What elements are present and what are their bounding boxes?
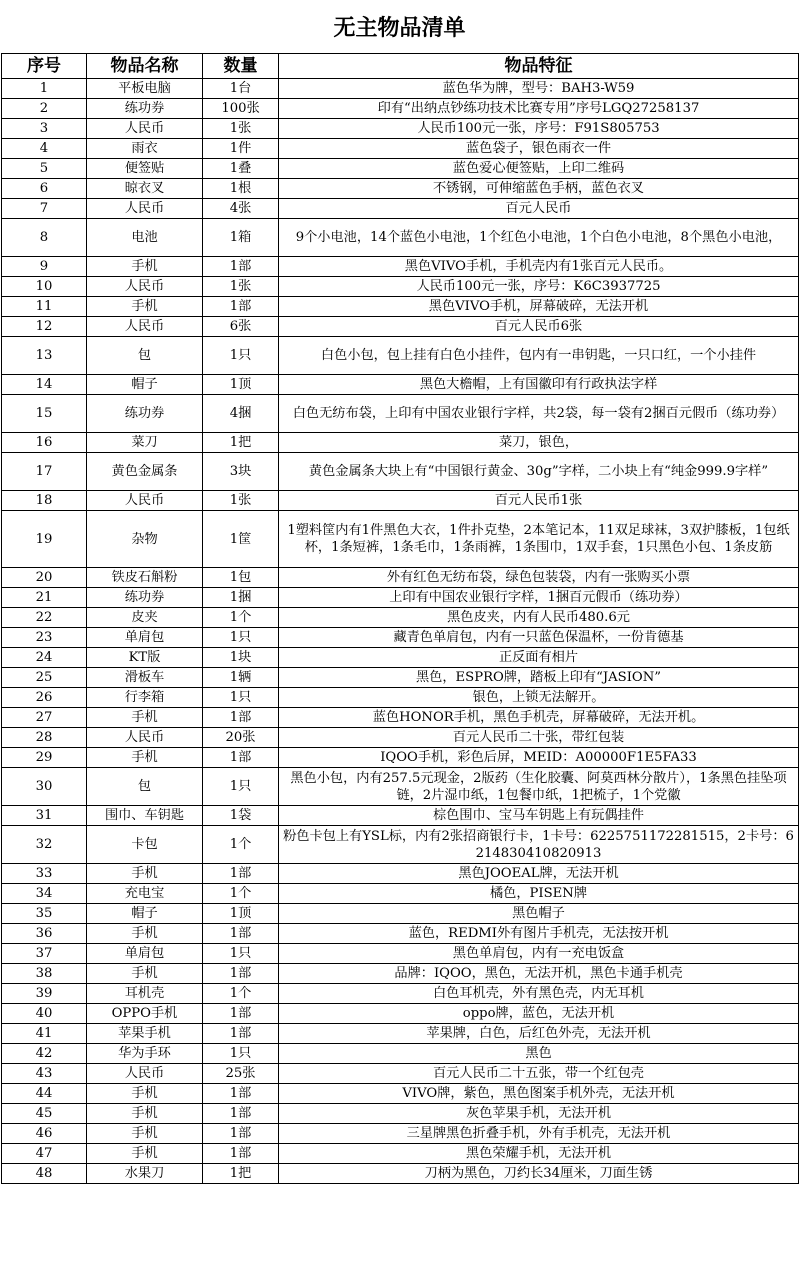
row-feature: 外有红色无纺布袋，绿色包装袋，内有一张购买小票 [279, 568, 799, 588]
row-feature: 百元人民币二十张，带红包装 [279, 728, 799, 748]
row-feature: 品牌：IQOO，黑色，无法开机，黑色卡通手机壳 [279, 964, 799, 984]
table-row [2, 491, 799, 511]
row-item-name: 单肩包 [87, 628, 203, 648]
table-row [2, 904, 799, 924]
row-feature: 人民币100元一张，序号：K6C3937725 [279, 277, 799, 297]
row-number: 39 [2, 984, 87, 1004]
row-quantity: 1捆 [203, 588, 279, 608]
table-row [2, 199, 799, 219]
table-row [2, 628, 799, 648]
row-item-name: 便签贴 [87, 159, 203, 179]
row-item-name: 帽子 [87, 904, 203, 924]
table-row [2, 1124, 799, 1144]
row-quantity: 1叠 [203, 159, 279, 179]
table-row [2, 924, 799, 944]
header-item-name: 物品名称 [87, 54, 203, 79]
row-number: 42 [2, 1044, 87, 1064]
table-row [2, 648, 799, 668]
row-number: 36 [2, 924, 87, 944]
row-number: 25 [2, 668, 87, 688]
row-quantity: 100张 [203, 99, 279, 119]
row-feature: 黑色皮夹，内有人民币480.6元 [279, 608, 799, 628]
row-item-name: 水果刀 [87, 1164, 203, 1184]
table-row [2, 884, 799, 904]
row-item-name: 卡包 [87, 826, 203, 864]
row-feature: 黑色小包，内有257.5元现金，2版药（生化胶囊、阿莫西林分散片），1条黑色挂坠项链，2片湿巾纸，1包餐巾纸，1把梳子，1个党徽 [279, 768, 799, 806]
row-quantity: 1张 [203, 119, 279, 139]
row-feature: 黑色 [279, 1044, 799, 1064]
row-item-name: 人民币 [87, 199, 203, 219]
row-item-name: 华为手环 [87, 1044, 203, 1064]
row-quantity: 1个 [203, 608, 279, 628]
table-row [2, 317, 799, 337]
table-row [2, 395, 799, 433]
table-row [2, 1024, 799, 1044]
table-row [2, 688, 799, 708]
row-number: 3 [2, 119, 87, 139]
row-item-name: 手机 [87, 1084, 203, 1104]
row-feature: 百元人民币6张 [279, 317, 799, 337]
row-item-name: 杂物 [87, 511, 203, 568]
table-row [2, 964, 799, 984]
header-quantity: 数量 [203, 54, 279, 79]
row-feature: 白色小包，包上挂有白色小挂件，包内有一串钥匙，一只口红，一个小挂件 [279, 337, 799, 375]
row-feature: 印有“出纳点钞练功技术比赛专用”序号LGQ27258137 [279, 99, 799, 119]
row-feature: 粉色卡包上有YSL标，内有2张招商银行卡，1卡号：6225751172281515，2卡号：6214830410820913 [279, 826, 799, 864]
row-feature: 三星牌黑色折叠手机，外有手机壳，无法开机 [279, 1124, 799, 1144]
table-row [2, 864, 799, 884]
row-number: 38 [2, 964, 87, 984]
table-row [2, 944, 799, 964]
row-item-name: 电池 [87, 219, 203, 257]
table-row [2, 375, 799, 395]
row-item-name: 人民币 [87, 277, 203, 297]
row-feature: 黑色VIVO手机，屏幕破碎，无法开机 [279, 297, 799, 317]
row-feature: 藏青色单肩包，内有一只蓝色保温杯，一份肯德基 [279, 628, 799, 648]
row-quantity: 1部 [203, 964, 279, 984]
row-item-name: 人民币 [87, 728, 203, 748]
row-feature: 橘色，PISEN牌 [279, 884, 799, 904]
row-quantity: 1只 [203, 688, 279, 708]
table-row [2, 433, 799, 453]
row-quantity: 1个 [203, 884, 279, 904]
row-number: 41 [2, 1024, 87, 1044]
row-quantity: 1部 [203, 297, 279, 317]
row-item-name: 行李箱 [87, 688, 203, 708]
row-number: 18 [2, 491, 87, 511]
row-feature: 9个小电池，14个蓝色小电池，1个红色小电池，1个白色小电池，8个黑色小电池， [279, 219, 799, 257]
row-number: 30 [2, 768, 87, 806]
header-feature: 物品特征 [279, 54, 799, 79]
row-feature: 灰色苹果手机，无法开机 [279, 1104, 799, 1124]
row-feature: 人民币100元一张，序号：F91S805753 [279, 119, 799, 139]
row-feature: 黑色，ESPRO牌，踏板上印有“JASION” [279, 668, 799, 688]
row-quantity: 4捆 [203, 395, 279, 433]
row-number: 29 [2, 748, 87, 768]
row-quantity: 1只 [203, 628, 279, 648]
row-number: 7 [2, 199, 87, 219]
table-row [2, 806, 799, 826]
table-row [2, 728, 799, 748]
row-feature: 黑色VIVO手机，手机壳内有1张百元人民币。 [279, 257, 799, 277]
row-item-name: KT版 [87, 648, 203, 668]
row-feature: 蓝色，REDMI外有图片手机壳，无法按开机 [279, 924, 799, 944]
row-quantity: 1辆 [203, 668, 279, 688]
row-number: 12 [2, 317, 87, 337]
row-feature: oppo牌，蓝色，无法开机 [279, 1004, 799, 1024]
table-row [2, 453, 799, 491]
table-row [2, 79, 799, 99]
row-quantity: 1把 [203, 433, 279, 453]
row-quantity: 1顶 [203, 904, 279, 924]
row-item-name: 滑板车 [87, 668, 203, 688]
row-quantity: 1把 [203, 1164, 279, 1184]
row-feature: 正反面有相片 [279, 648, 799, 668]
row-quantity: 1袋 [203, 806, 279, 826]
row-item-name: 手机 [87, 748, 203, 768]
row-item-name: 手机 [87, 864, 203, 884]
table-header-row [2, 54, 799, 79]
row-item-name: 练功券 [87, 99, 203, 119]
row-number: 22 [2, 608, 87, 628]
row-number: 40 [2, 1004, 87, 1024]
row-quantity: 1只 [203, 944, 279, 964]
table-row [2, 668, 799, 688]
row-number: 46 [2, 1124, 87, 1144]
row-number: 27 [2, 708, 87, 728]
table-row [2, 708, 799, 728]
table-row [2, 119, 799, 139]
row-quantity: 1部 [203, 1004, 279, 1024]
row-quantity: 3块 [203, 453, 279, 491]
row-quantity: 1只 [203, 768, 279, 806]
row-number: 19 [2, 511, 87, 568]
row-number: 28 [2, 728, 87, 748]
row-number: 45 [2, 1104, 87, 1124]
row-item-name: 耳机壳 [87, 984, 203, 1004]
table-row [2, 1044, 799, 1064]
row-quantity: 4张 [203, 199, 279, 219]
row-quantity: 1部 [203, 1144, 279, 1164]
row-number: 1 [2, 79, 87, 99]
row-item-name: 手机 [87, 257, 203, 277]
row-item-name: 手机 [87, 1144, 203, 1164]
row-item-name: 手机 [87, 708, 203, 728]
table-row [2, 1004, 799, 1024]
row-item-name: 皮夹 [87, 608, 203, 628]
row-item-name: 围巾、车钥匙 [87, 806, 203, 826]
row-feature: VIVO牌，紫色，黑色图案手机外壳，无法开机 [279, 1084, 799, 1104]
row-item-name: 包 [87, 337, 203, 375]
row-feature: 黑色帽子 [279, 904, 799, 924]
row-quantity: 1部 [203, 1024, 279, 1044]
table-row [2, 99, 799, 119]
table-row [2, 826, 799, 864]
table-row [2, 297, 799, 317]
row-item-name: 人民币 [87, 317, 203, 337]
row-number: 21 [2, 588, 87, 608]
row-number: 8 [2, 219, 87, 257]
row-item-name: 人民币 [87, 491, 203, 511]
row-number: 24 [2, 648, 87, 668]
page-title: 无主物品清单 [333, 16, 466, 41]
table-row [2, 257, 799, 277]
row-number: 26 [2, 688, 87, 708]
row-feature: 菜刀，银色， [279, 433, 799, 453]
row-item-name: 手机 [87, 964, 203, 984]
row-quantity: 1个 [203, 826, 279, 864]
table-row [2, 568, 799, 588]
row-feature: 蓝色袋子，银色雨衣一件 [279, 139, 799, 159]
table-row [2, 1104, 799, 1124]
row-quantity: 1部 [203, 708, 279, 728]
row-feature: 黑色JOOEAL牌，无法开机 [279, 864, 799, 884]
row-number: 31 [2, 806, 87, 826]
table-row [2, 984, 799, 1004]
row-feature: 1塑料筐内有1件黑色大衣，1件扑克垫，2本笔记本，11双足球袜，3双护膝板，1包纸杯，1条短裤，1条毛巾，1条雨裤，1条围巾，1双手套，1只黑色小包、1条皮筋 [279, 511, 799, 568]
row-item-name: 菜刀 [87, 433, 203, 453]
row-quantity: 1件 [203, 139, 279, 159]
row-feature: 蓝色HONOR手机，黑色手机壳，屏幕破碎，无法开机。 [279, 708, 799, 728]
row-quantity: 1根 [203, 179, 279, 199]
row-item-name: 手机 [87, 1124, 203, 1144]
row-feature: 黑色荣耀手机，无法开机 [279, 1144, 799, 1164]
row-quantity: 1个 [203, 984, 279, 1004]
row-feature: 黄色金属条大块上有“中国银行黄金、30g”字样，二小块上有“纯金999.9字样” [279, 453, 799, 491]
row-quantity: 1部 [203, 1104, 279, 1124]
header-number: 序号 [2, 54, 87, 79]
row-feature: 黑色大檐帽，上有国徽印有行政执法字样 [279, 375, 799, 395]
row-number: 14 [2, 375, 87, 395]
row-feature: 白色耳机壳，外有黑色壳，内无耳机 [279, 984, 799, 1004]
row-number: 43 [2, 1064, 87, 1084]
row-item-name: 铁皮石斛粉 [87, 568, 203, 588]
row-feature: 蓝色华为牌，型号：BAH3-W59 [279, 79, 799, 99]
row-feature: 上印有中国农业银行字样，1捆百元假币（练功券） [279, 588, 799, 608]
row-feature: 苹果牌，白色，后红色外壳，无法开机 [279, 1024, 799, 1044]
row-quantity: 1部 [203, 748, 279, 768]
row-quantity: 1包 [203, 568, 279, 588]
row-number: 32 [2, 826, 87, 864]
row-number: 20 [2, 568, 87, 588]
row-quantity: 1张 [203, 491, 279, 511]
row-number: 10 [2, 277, 87, 297]
table-row [2, 219, 799, 257]
table-row [2, 511, 799, 568]
row-item-name: 黄色金属条 [87, 453, 203, 491]
table-row [2, 159, 799, 179]
row-feature: IQOO手机，彩色后屏，MEID：A00000F1E5FA33 [279, 748, 799, 768]
row-number: 35 [2, 904, 87, 924]
items-table [1, 53, 799, 1184]
table-row [2, 588, 799, 608]
table-row [2, 1064, 799, 1084]
row-item-name: 晾衣叉 [87, 179, 203, 199]
row-item-name: 练功券 [87, 395, 203, 433]
row-item-name: 苹果手机 [87, 1024, 203, 1044]
table-row [2, 1084, 799, 1104]
table-row [2, 768, 799, 806]
row-item-name: 人民币 [87, 119, 203, 139]
row-feature: 百元人民币 [279, 199, 799, 219]
row-quantity: 1张 [203, 277, 279, 297]
row-item-name: 包 [87, 768, 203, 806]
row-number: 23 [2, 628, 87, 648]
row-number: 4 [2, 139, 87, 159]
row-item-name: 人民币 [87, 1064, 203, 1084]
row-quantity: 1只 [203, 1044, 279, 1064]
row-feature: 黑色单肩包，内有一充电饭盒 [279, 944, 799, 964]
row-number: 9 [2, 257, 87, 277]
row-quantity: 1只 [203, 337, 279, 375]
row-item-name: 单肩包 [87, 944, 203, 964]
row-number: 48 [2, 1164, 87, 1184]
table-row [2, 1164, 799, 1184]
row-item-name: 充电宝 [87, 884, 203, 904]
table-row [2, 1144, 799, 1164]
row-feature: 百元人民币二十五张，带一个红包壳 [279, 1064, 799, 1084]
row-feature: 刀柄为黑色，刀约长34厘米，刀面生锈 [279, 1164, 799, 1184]
row-quantity: 1台 [203, 79, 279, 99]
row-number: 2 [2, 99, 87, 119]
row-feature: 银色，上锁无法解开。 [279, 688, 799, 708]
row-feature: 百元人民币1张 [279, 491, 799, 511]
row-feature: 蓝色爱心便签贴，上印二维码 [279, 159, 799, 179]
table-row [2, 139, 799, 159]
row-number: 34 [2, 884, 87, 904]
table-row [2, 748, 799, 768]
row-item-name: 帽子 [87, 375, 203, 395]
row-quantity: 1筐 [203, 511, 279, 568]
row-quantity: 6张 [203, 317, 279, 337]
row-quantity: 1顶 [203, 375, 279, 395]
table-row [2, 179, 799, 199]
row-item-name: 手机 [87, 297, 203, 317]
row-number: 13 [2, 337, 87, 375]
row-item-name: OPPO手机 [87, 1004, 203, 1024]
table-row [2, 277, 799, 297]
row-number: 6 [2, 179, 87, 199]
row-item-name: 手机 [87, 924, 203, 944]
row-number: 37 [2, 944, 87, 964]
row-feature: 棕色围巾、宝马车钥匙上有玩偶挂件 [279, 806, 799, 826]
table-row [2, 608, 799, 628]
row-feature: 白色无纺布袋，上印有中国农业银行字样，共2袋，每一袋有2捆百元假币（练功券） [279, 395, 799, 433]
table-body [2, 79, 799, 1184]
table-row [2, 337, 799, 375]
row-item-name: 手机 [87, 1104, 203, 1124]
row-number: 5 [2, 159, 87, 179]
row-quantity: 1部 [203, 1084, 279, 1104]
row-item-name: 练功券 [87, 588, 203, 608]
row-number: 33 [2, 864, 87, 884]
row-number: 15 [2, 395, 87, 433]
row-quantity: 20张 [203, 728, 279, 748]
row-quantity: 1部 [203, 1124, 279, 1144]
row-quantity: 1箱 [203, 219, 279, 257]
row-item-name: 雨衣 [87, 139, 203, 159]
row-number: 11 [2, 297, 87, 317]
row-quantity: 25张 [203, 1064, 279, 1084]
row-quantity: 1部 [203, 864, 279, 884]
row-quantity: 1部 [203, 924, 279, 944]
row-feature: 不锈钢，可伸缩蓝色手柄，蓝色衣叉 [279, 179, 799, 199]
row-number: 17 [2, 453, 87, 491]
row-quantity: 1部 [203, 257, 279, 277]
row-item-name: 平板电脑 [87, 79, 203, 99]
row-number: 44 [2, 1084, 87, 1104]
row-number: 47 [2, 1144, 87, 1164]
row-quantity: 1块 [203, 648, 279, 668]
row-number: 16 [2, 433, 87, 453]
